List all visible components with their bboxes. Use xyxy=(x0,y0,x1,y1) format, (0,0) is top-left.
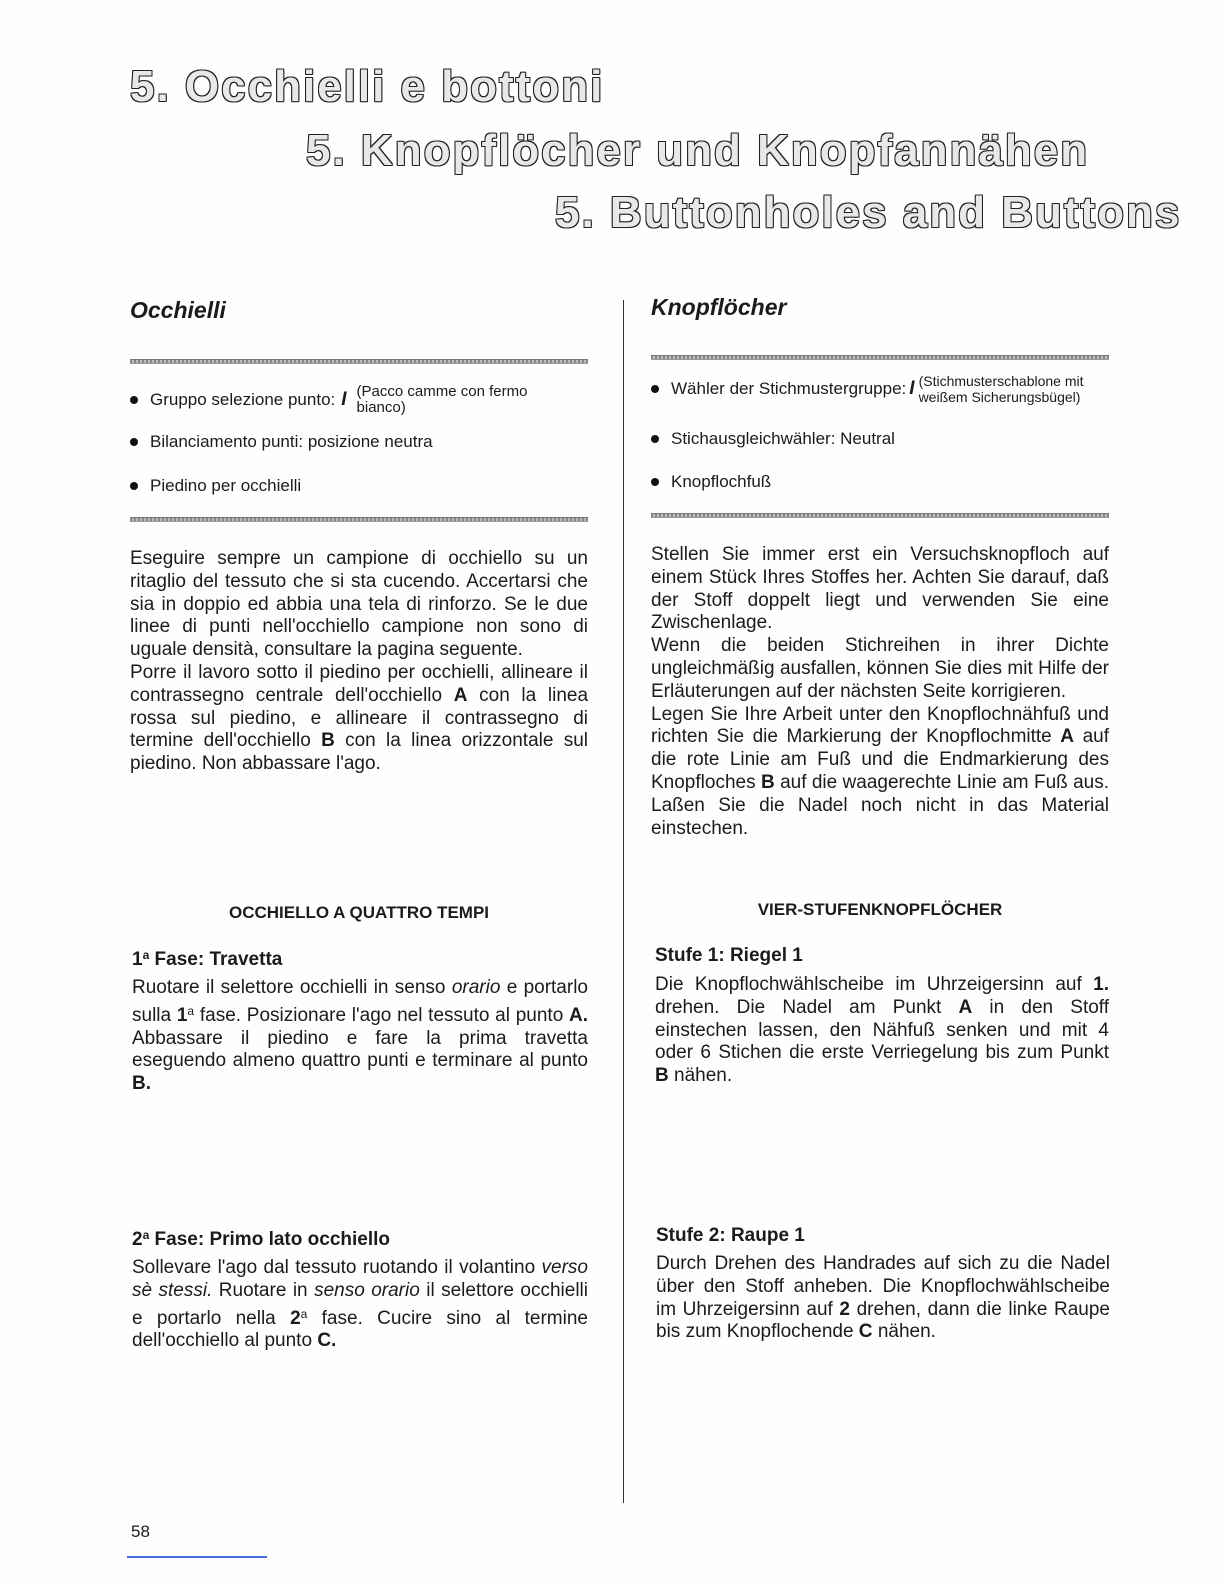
left-step2-heading: 2$^a$ Fase: Primo lato occhiello xyxy=(132,1228,390,1250)
left-step1-heading: 1$^a$ Fase: Travetta xyxy=(132,948,283,970)
bullet-icon xyxy=(130,482,138,490)
right-heading: Knopflöcher xyxy=(651,294,787,320)
footer-line xyxy=(127,1556,267,1558)
left-bullet-stitch-group: Gruppo selezione punto: I (Pacco camme con fermo bianco) xyxy=(130,384,562,416)
page-number: 58 xyxy=(131,1522,150,1541)
left-section-title: OCCHIELLO A QUATTRO TEMPI xyxy=(228,903,490,922)
stitch-note: (Stichmusterschablone mit weißem Sicherungsbügel) xyxy=(918,373,1084,405)
right-step2-heading: Stufe 2: Raupe 1 xyxy=(656,1225,805,1246)
bullet-icon xyxy=(651,478,659,486)
title-italian: 5. Occhielli e bottoni xyxy=(130,62,605,111)
right-rule-top xyxy=(651,355,1109,360)
left-bullet-balance: Bilanciamento punti: posizione neutra xyxy=(130,432,433,452)
stitch-symbol: I xyxy=(341,389,347,410)
left-rule-top xyxy=(130,359,588,364)
right-intro: Stellen Sie immer erst ein Versuchsknopfloch auf einem Stück Ihres Stoffes her. Achten Sie darauf, daß der Stoff doppelt liegt und verwenden Sie eine Zwischenlage. Wenn die beiden Stichreihen in ihrer Dichte ungleichmäßig ausfallen, können Sie dies mit Hilfe der Erläuterungen auf der nächsten Seite korrigieren. Legen Sie Ihre Arbeit unter den Knopflochnähfuß und richten Sie die Markierung der Knopflochmitte A auf die rote Linie am Fuß und die Endmarkierung des Knopfloches B auf die waagerechte Linie am Fuß aus. Laßen Sie die Nadel noch nicht in das Material einstechen. xyxy=(651,544,1110,839)
right-step1-text: Die Knopflochwählscheibe im Uhrzeigersinn auf 1. drehen. Die Nadel am Punkt A in den Stoff einstechen lassen, den Nähfuß senken und mit 4 oder 6 Stichen die erste Verriegelung bis zum Punkt B nähen. xyxy=(655,974,1110,1087)
bullet-icon xyxy=(651,385,659,393)
stitch-note: (Pacco camme con fermo bianco) xyxy=(356,383,528,416)
column-divider xyxy=(623,300,624,1503)
right-step1-heading: Stufe 1: Riegel 1 xyxy=(655,945,803,966)
bullet-icon xyxy=(651,435,659,443)
left-intro: Eseguire sempre un campione di occhiello su un ritaglio del tessuto che si sta cucendo. Accertarsi che sia in doppio ed abbia una tela di rinforzo. Se le due linee di punti nell'occhiello campione non sono di uguale densità, consultare la pagina seguente. Porre il lavoro sotto il piedino per occhielli, allineare il contrassegno centrale dell'occhiello A con la linea rossa sul piedino, e allineare il contrassegno di termine dell'occhiello B con la linea orizzontale sul piedino. Non abbassare l'ago. xyxy=(130,548,589,775)
stitch-symbol: I xyxy=(909,378,915,399)
right-bullet-foot: Knopflochfuß xyxy=(651,472,771,492)
right-rule-bottom xyxy=(651,513,1109,518)
bullet-icon xyxy=(130,438,138,446)
right-bullet-balance: Stichausgleichwähler: Neutral xyxy=(651,429,895,449)
left-rule-bottom xyxy=(130,517,588,522)
left-bullet-foot: Piedino per occhielli xyxy=(130,476,301,496)
right-section-title: VIER-STUFENKNOPFLÖCHER xyxy=(757,900,1003,919)
bullet-icon xyxy=(130,396,138,404)
title-english: 5. Buttonholes and Buttons xyxy=(555,188,1182,237)
left-heading: Occhielli xyxy=(130,297,226,323)
title-german: 5. Knopflöcher und Knopfannähen xyxy=(306,126,1090,175)
right-step2-text: Durch Drehen des Handrades auf sich zu die Nadel über den Stoff anheben. Die Knopflochwählscheibe im Uhrzeigersinn auf 2 drehen, dann die linke Raupe bis zum Knopflochende C nähen. xyxy=(656,1253,1110,1343)
left-step1-text: Ruotare il selettore occhielli in senso orario e portarlo sulla 1$^a$ fase. Posizionare l'ago nel tessuto al punto A. Abbassare il piedino e fare la prima travetta eseguendo almeno quattro punti e terminare al punto B. xyxy=(132,977,589,1095)
right-bullet-stitch-group: Wähler der Stichmustergruppe: I (Stichmusterschablone mit weißem Sicherungsbügel) xyxy=(651,373,1099,405)
left-step2-text: Sollevare l'ago dal tessuto ruotando il volantino verso sè stessi. Ruotare in senso orario il selettore occhielli e portarlo nella 2$^a$ fase. Cucire sino al termine dell'occhiello al punto C. xyxy=(132,1257,588,1352)
